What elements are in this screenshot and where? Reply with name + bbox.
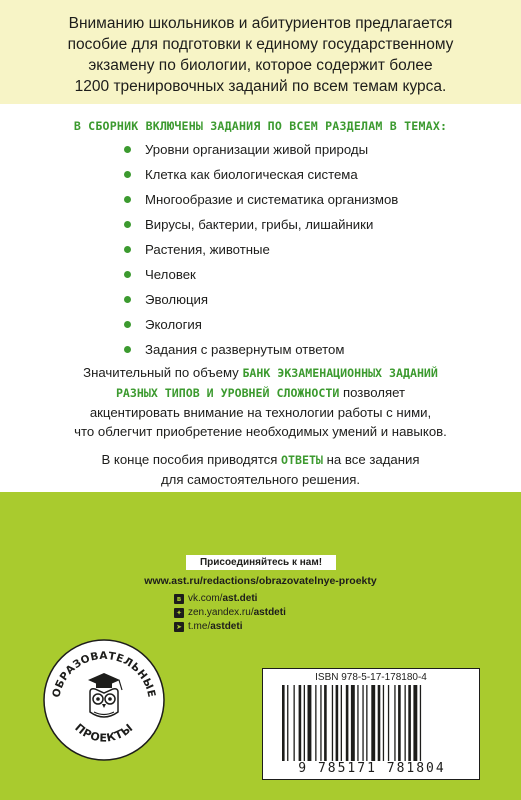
logo-top-text: ОБРАЗОВАТЕЛЬНЫЕ [50,649,158,699]
barcode-bar [304,685,305,761]
paragraph-line [30,363,491,383]
paragraph-line [30,383,491,403]
bullet-icon [124,296,131,303]
social-handle: astdeti [210,621,243,632]
paragraph-line: что облегчит приобретение необходимых умений и навыков. [74,424,447,439]
list-item [124,337,398,362]
topic-label: Экология [145,317,202,332]
list-item [124,137,398,162]
paragraph-line: акцентировать внимание на технологии работы с ними, [89,405,432,420]
highlight-text: ОТВЕТЫ [281,453,323,467]
answers-paragraph [30,450,491,489]
paragraph-text: на все задания [326,452,420,467]
barcode-bar [341,685,342,761]
barcode-bar [413,685,417,761]
intro-band [0,0,521,104]
highlight-text: БАНК ЭКЗАМЕНАЦИОННЫХ ЗАДАНИЙ [242,366,438,380]
intro-line: 1200 тренировочных заданий по всем темам курса. [74,78,447,95]
barcode-bar [366,685,367,761]
highlight-text: РАЗНЫХ ТИПОВ И УРОВНЕЙ СЛОЖНОСТИ [115,386,340,400]
social-prefix: vk.com/ [188,593,223,604]
telegram-icon: ➤ [174,622,184,632]
list-item [124,237,398,262]
barcode-bar [308,685,312,761]
paragraph-line: для самостоятельного решения. [160,472,360,487]
zen-icon: ✦ [174,608,184,618]
barcode-bar [351,685,355,761]
barcode-bar [383,685,384,761]
intro-line: пособие для подготовки к единому государственному [67,36,454,53]
intro-line: экзамену по биологии, которое содержит более [88,57,433,74]
barcode-panel [262,668,480,780]
paragraph-line [30,450,491,470]
barcode-bar [378,685,381,761]
join-us-label: Присоединяйтесь к нам! [186,555,336,570]
barcode-bar [371,685,375,761]
barcode-bar [362,685,363,761]
barcode-bar [346,685,349,761]
barcode-bar [287,685,288,761]
topic-label: Растения, животные [145,242,270,257]
social-handle: ast.deti [222,593,258,604]
barcode-bar [324,685,327,761]
barcode-bar [282,685,285,761]
bullet-icon [124,171,131,178]
barcode-bar [408,685,411,761]
social-prefix: zen.yandex.ru/ [188,607,254,618]
bullet-icon [124,271,131,278]
list-item [124,162,398,187]
barcode-bar [332,685,333,761]
social-link-telegram[interactable] [174,620,286,633]
topics-list [124,137,398,362]
topic-label: Эволюция [145,292,209,307]
paragraph-text: Значительный по объему [83,365,239,380]
barcode-digits: 9 785171 781804 [298,761,446,776]
social-link-zen[interactable] [174,606,286,619]
list-item [124,262,398,287]
barcode-bar [420,685,421,761]
task-bank-paragraph [30,363,491,441]
barcode-bar [405,685,406,761]
website-link[interactable]: www.ast.ru/redactions/obrazovatelnye-proekty [144,575,377,587]
topic-label: Задания с развернутым ответом [145,342,345,357]
barcode-bar [388,685,389,761]
list-item [124,187,398,212]
topic-label: Многообразие и систематика организмов [145,192,399,207]
vk-icon: в [174,594,184,604]
list-item [124,212,398,237]
barcode-bar [294,685,295,761]
publisher-logo [42,638,166,762]
barcode-bar [394,685,395,761]
section-title: В СБОРНИК ВКЛЮЧЕНЫ ЗАДАНИЯ ПО ВСЕМ РАЗДЕЛАМ В ТЕМАХ: [73,119,448,133]
list-item [124,312,398,337]
paragraph-text: В конце пособия приводятся [101,452,278,467]
topic-label: Клетка как биологическая система [145,167,358,182]
topic-label: Уровни организации живой природы [145,142,369,157]
isbn-number: ISBN 978-5-17-178180-4 [315,672,427,683]
logo-bottom-text: ПРОЕКТЫ [72,721,136,745]
list-item [124,287,398,312]
social-prefix: t.me/ [188,621,211,632]
bullet-icon [124,146,131,153]
social-link-vk[interactable] [174,592,286,605]
paragraph-text: позволяет [342,385,406,400]
barcode-bar [299,685,302,761]
bullet-icon [124,321,131,328]
intro-line: Вниманию школьников и абитуриентов предлагается [68,15,453,32]
barcode-bar [320,685,321,761]
bullet-icon [124,196,131,203]
topic-label: Человек [145,267,196,282]
barcode-bar [336,685,339,761]
bullet-icon [124,221,131,228]
owl-graduate-icon [88,673,122,717]
barcode-bar [398,685,401,761]
bullet-icon [124,346,131,353]
social-links [174,592,286,634]
barcode [278,685,468,761]
barcode-bar [357,685,358,761]
bullet-icon [124,246,131,253]
intro-text [20,13,501,97]
topic-label: Вирусы, бактерии, грибы, лишайники [145,217,374,232]
social-handle: astdeti [253,607,286,618]
barcode-bar [315,685,316,761]
